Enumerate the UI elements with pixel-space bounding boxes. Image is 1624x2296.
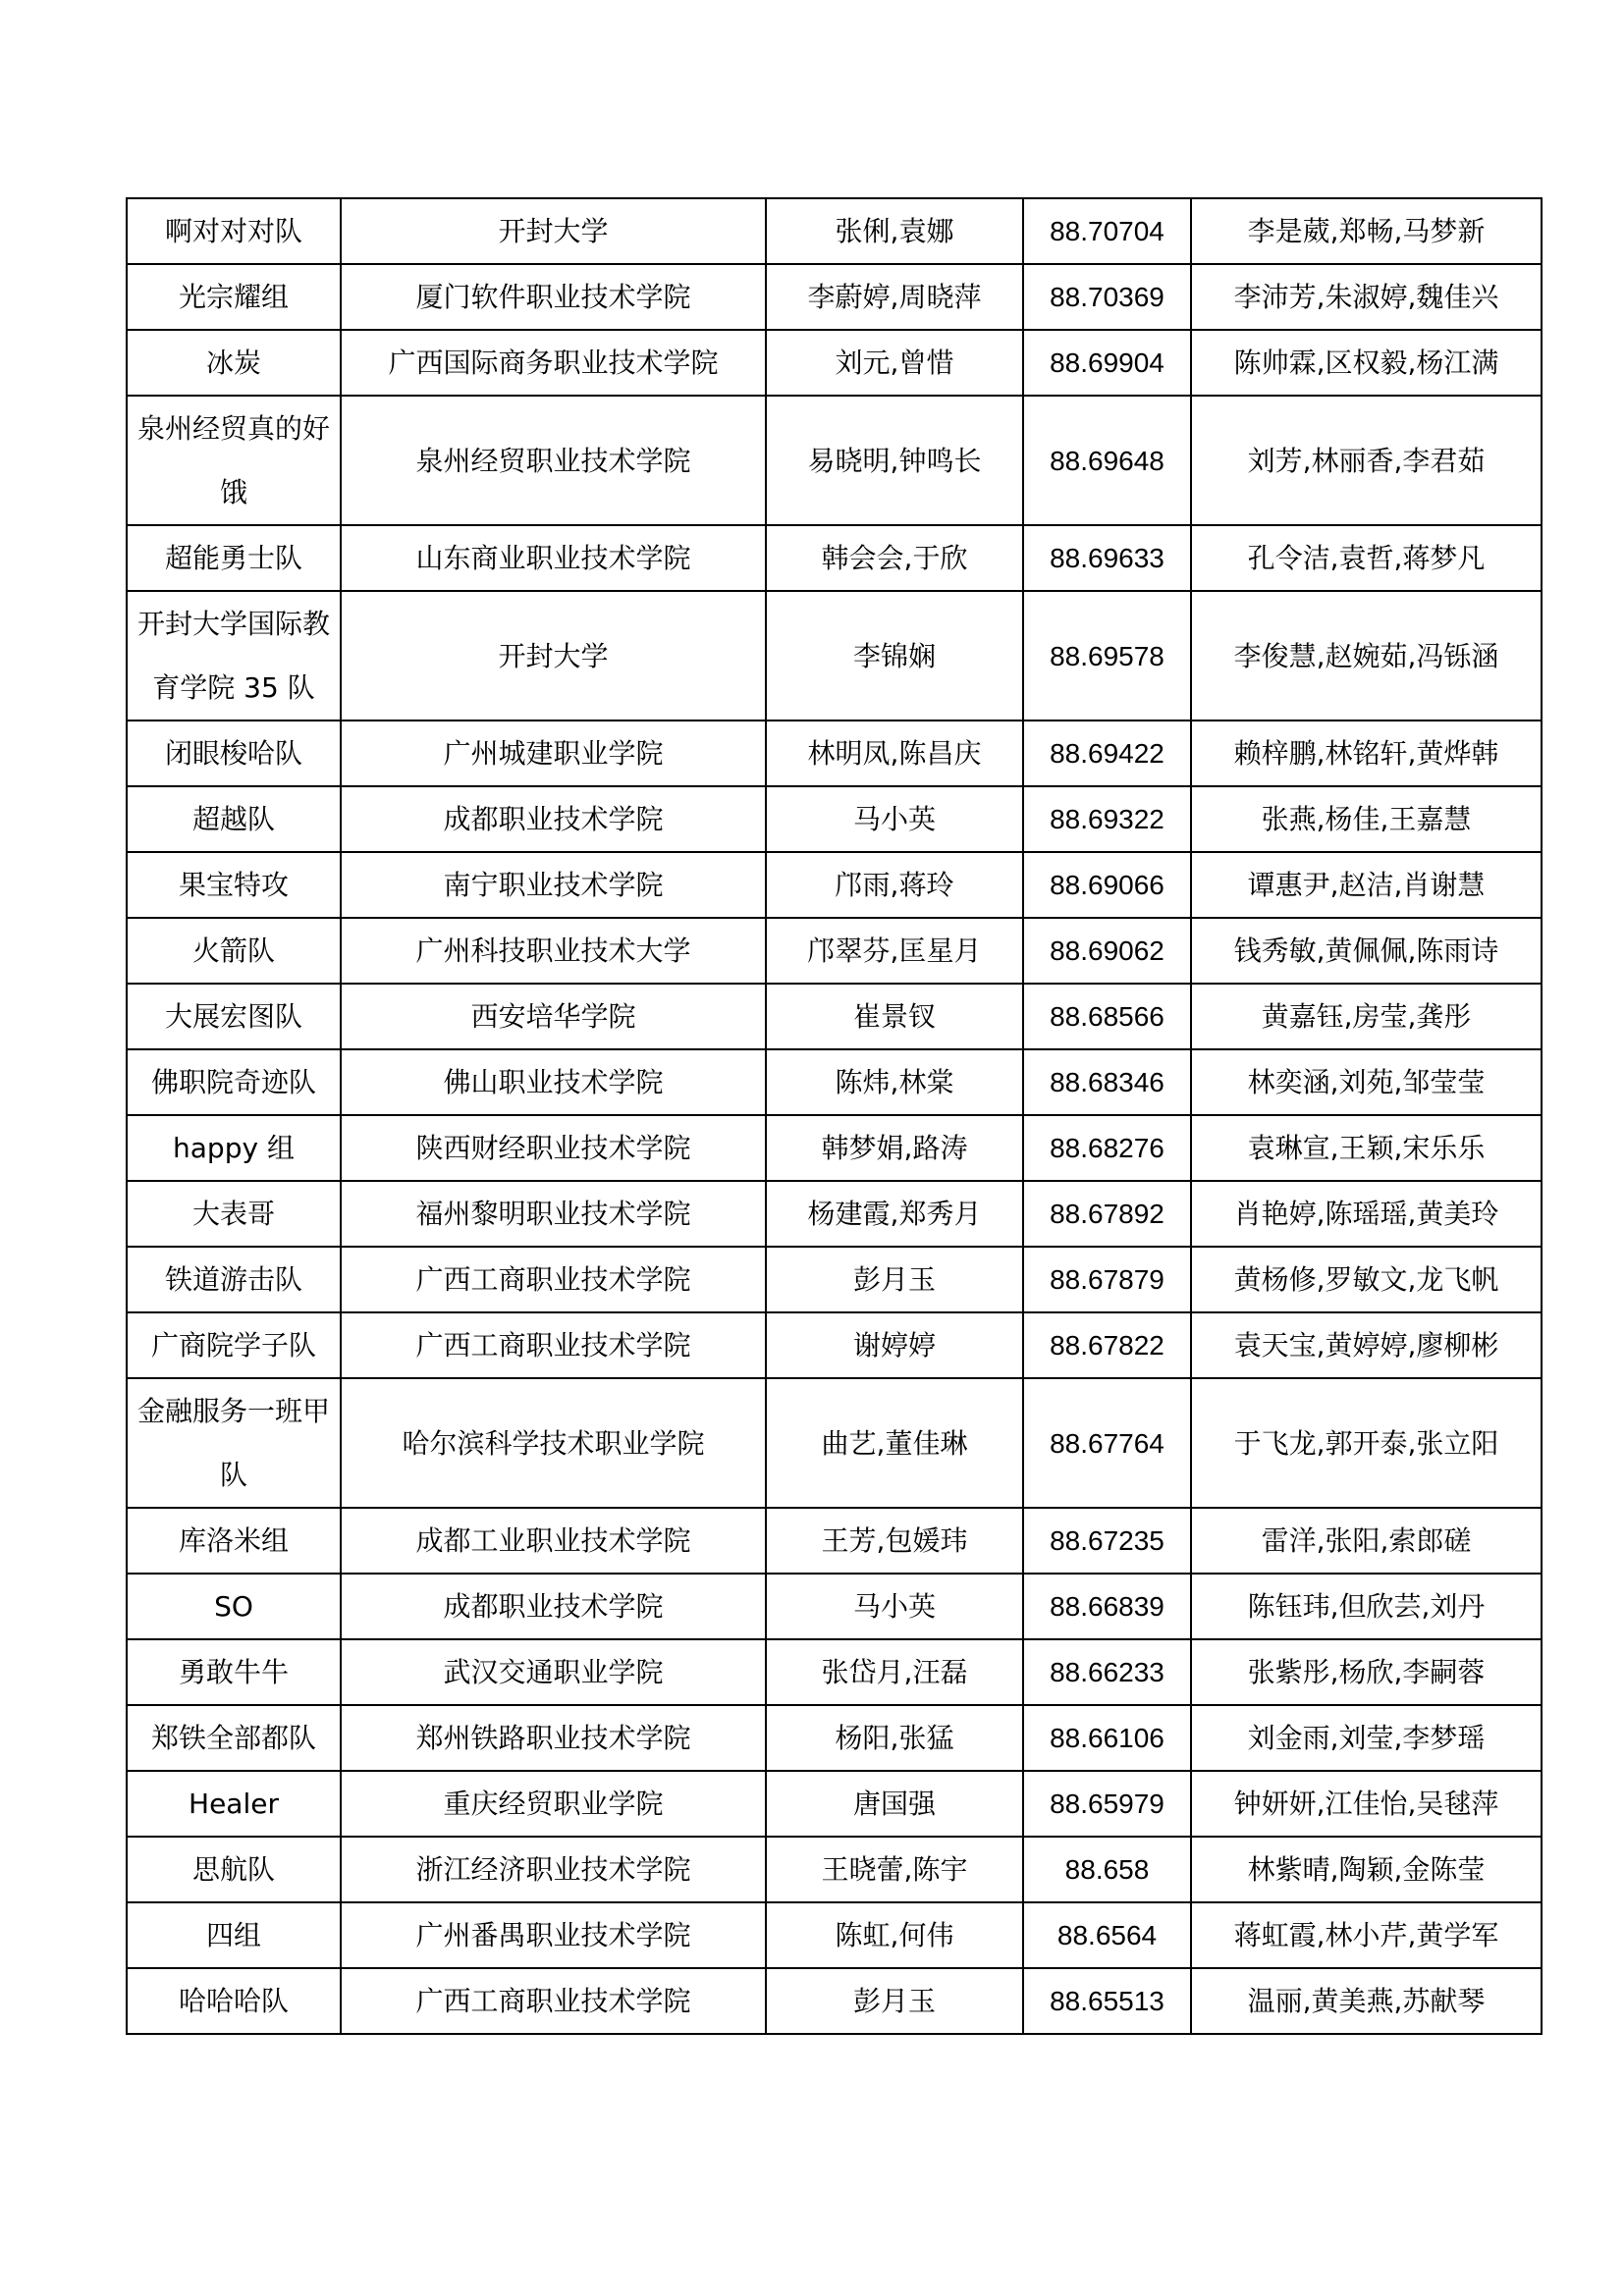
team-cell: 超越队 xyxy=(127,786,341,852)
team-cell: 闭眼梭哈队 xyxy=(127,721,341,786)
score-cell: 88.67764 xyxy=(1023,1378,1191,1508)
members-cell: 刘芳,林丽香,李君茹 xyxy=(1191,396,1542,525)
score-cell: 88.68346 xyxy=(1023,1049,1191,1115)
score-cell: 88.67822 xyxy=(1023,1312,1191,1378)
score-cell: 88.68566 xyxy=(1023,984,1191,1049)
table-row xyxy=(127,1574,1542,1639)
team-cell: 郑铁全部都队 xyxy=(127,1705,341,1771)
advisor-cell: 邝雨,蒋玲 xyxy=(766,852,1023,918)
advisor-cell: 彭月玉 xyxy=(766,1247,1023,1312)
school-cell: 成都职业技术学院 xyxy=(341,786,766,852)
members-cell: 钱秀敏,黄佩佩,陈雨诗 xyxy=(1191,918,1542,984)
school-cell: 开封大学 xyxy=(341,198,766,264)
score-cell: 88.6564 xyxy=(1023,1902,1191,1968)
school-cell: 南宁职业技术学院 xyxy=(341,852,766,918)
school-cell: 成都职业技术学院 xyxy=(341,1574,766,1639)
score-cell: 88.69066 xyxy=(1023,852,1191,918)
school-cell: 广西工商职业技术学院 xyxy=(341,1968,766,2034)
advisor-cell: 谢婷婷 xyxy=(766,1312,1023,1378)
results-table-body xyxy=(127,198,1542,2034)
advisor-cell: 曲艺,董佳琳 xyxy=(766,1378,1023,1508)
advisor-cell: 陈炜,林棠 xyxy=(766,1049,1023,1115)
score-cell: 88.69062 xyxy=(1023,918,1191,984)
table-row xyxy=(127,1378,1542,1508)
score-cell: 88.69904 xyxy=(1023,330,1191,396)
members-cell: 刘金雨,刘莹,李梦瑶 xyxy=(1191,1705,1542,1771)
members-cell: 黄嘉钰,房莹,龚彤 xyxy=(1191,984,1542,1049)
score-cell: 88.67892 xyxy=(1023,1181,1191,1247)
score-cell: 88.70704 xyxy=(1023,198,1191,264)
school-cell: 福州黎明职业技术学院 xyxy=(341,1181,766,1247)
members-cell: 陈帅霖,区权毅,杨江满 xyxy=(1191,330,1542,396)
advisor-cell: 唐国强 xyxy=(766,1771,1023,1837)
table-row xyxy=(127,1705,1542,1771)
school-cell: 佛山职业技术学院 xyxy=(341,1049,766,1115)
members-cell: 李俊慧,赵婉茹,冯铄涵 xyxy=(1191,591,1542,721)
members-cell: 谭惠尹,赵洁,肖谢慧 xyxy=(1191,852,1542,918)
team-cell: 勇敢牛牛 xyxy=(127,1639,341,1705)
school-cell: 广西工商职业技术学院 xyxy=(341,1312,766,1378)
advisor-cell: 马小英 xyxy=(766,1574,1023,1639)
table-row xyxy=(127,721,1542,786)
school-cell: 广西国际商务职业技术学院 xyxy=(341,330,766,396)
advisor-cell: 林明凤,陈昌庆 xyxy=(766,721,1023,786)
table-row xyxy=(127,1639,1542,1705)
team-cell: 光宗耀组 xyxy=(127,264,341,330)
members-cell: 于飞龙,郭开泰,张立阳 xyxy=(1191,1378,1542,1508)
table-row xyxy=(127,1902,1542,1968)
school-cell: 厦门软件职业技术学院 xyxy=(341,264,766,330)
members-cell: 张燕,杨佳,王嘉慧 xyxy=(1191,786,1542,852)
score-cell: 88.69648 xyxy=(1023,396,1191,525)
members-cell: 肖艳婷,陈瑶瑶,黄美玲 xyxy=(1191,1181,1542,1247)
table-row xyxy=(127,198,1542,264)
score-cell: 88.69578 xyxy=(1023,591,1191,721)
advisor-cell: 邝翠芬,匡星月 xyxy=(766,918,1023,984)
table-row xyxy=(127,918,1542,984)
members-cell: 黄杨修,罗敏文,龙飞帆 xyxy=(1191,1247,1542,1312)
school-cell: 陕西财经职业技术学院 xyxy=(341,1115,766,1181)
score-cell: 88.66233 xyxy=(1023,1639,1191,1705)
team-cell: 开封大学国际教育学院 35 队 xyxy=(127,591,341,721)
members-cell: 蒋虹霞,林小芹,黄学军 xyxy=(1191,1902,1542,1968)
advisor-cell: 王芳,包媛玮 xyxy=(766,1508,1023,1574)
team-cell: 火箭队 xyxy=(127,918,341,984)
table-row xyxy=(127,1837,1542,1902)
advisor-cell: 彭月玉 xyxy=(766,1968,1023,2034)
team-cell: 超能勇士队 xyxy=(127,525,341,591)
team-cell: 大展宏图队 xyxy=(127,984,341,1049)
members-cell: 袁天宝,黄婷婷,廖柳彬 xyxy=(1191,1312,1542,1378)
school-cell: 广州番禺职业技术学院 xyxy=(341,1902,766,1968)
advisor-cell: 崔景钗 xyxy=(766,984,1023,1049)
team-cell: 佛职院奇迹队 xyxy=(127,1049,341,1115)
members-cell: 李是葳,郑畅,马梦新 xyxy=(1191,198,1542,264)
table-row xyxy=(127,1115,1542,1181)
advisor-cell: 易晓明,钟鸣长 xyxy=(766,396,1023,525)
advisor-cell: 王晓蕾,陈宇 xyxy=(766,1837,1023,1902)
team-cell: 金融服务一班甲队 xyxy=(127,1378,341,1508)
members-cell: 张紫彤,杨欣,李嗣蓉 xyxy=(1191,1639,1542,1705)
score-cell: 88.69633 xyxy=(1023,525,1191,591)
score-cell: 88.65979 xyxy=(1023,1771,1191,1837)
school-cell: 武汉交通职业学院 xyxy=(341,1639,766,1705)
members-cell: 钟妍妍,江佳怡,吴毬萍 xyxy=(1191,1771,1542,1837)
team-cell: SO xyxy=(127,1574,341,1639)
members-cell: 林紫晴,陶颖,金陈莹 xyxy=(1191,1837,1542,1902)
school-cell: 泉州经贸职业技术学院 xyxy=(341,396,766,525)
school-cell: 广州城建职业学院 xyxy=(341,721,766,786)
school-cell: 郑州铁路职业技术学院 xyxy=(341,1705,766,1771)
team-cell: 铁道游击队 xyxy=(127,1247,341,1312)
advisor-cell: 陈虹,何伟 xyxy=(766,1902,1023,1968)
advisor-cell: 李锦娴 xyxy=(766,591,1023,721)
members-cell: 温丽,黄美燕,苏献琴 xyxy=(1191,1968,1542,2034)
score-cell: 88.66106 xyxy=(1023,1705,1191,1771)
table-row xyxy=(127,396,1542,525)
team-cell: 冰炭 xyxy=(127,330,341,396)
team-cell: 四组 xyxy=(127,1902,341,1968)
table-row xyxy=(127,1968,1542,2034)
table-row xyxy=(127,1508,1542,1574)
table-row xyxy=(127,786,1542,852)
school-cell: 成都工业职业技术学院 xyxy=(341,1508,766,1574)
advisor-cell: 张岱月,汪磊 xyxy=(766,1639,1023,1705)
score-cell: 88.67879 xyxy=(1023,1247,1191,1312)
advisor-cell: 韩梦娟,路涛 xyxy=(766,1115,1023,1181)
table-row xyxy=(127,525,1542,591)
results-table xyxy=(126,197,1543,2035)
school-cell: 开封大学 xyxy=(341,591,766,721)
team-cell: 思航队 xyxy=(127,1837,341,1902)
school-cell: 哈尔滨科学技术职业学院 xyxy=(341,1378,766,1508)
school-cell: 浙江经济职业技术学院 xyxy=(341,1837,766,1902)
advisor-cell: 杨阳,张猛 xyxy=(766,1705,1023,1771)
team-cell: Healer xyxy=(127,1771,341,1837)
table-row xyxy=(127,1049,1542,1115)
advisor-cell: 杨建霞,郑秀月 xyxy=(766,1181,1023,1247)
members-cell: 赖梓鹏,林铭轩,黄烨韩 xyxy=(1191,721,1542,786)
score-cell: 88.66839 xyxy=(1023,1574,1191,1639)
advisor-cell: 张俐,袁娜 xyxy=(766,198,1023,264)
school-cell: 广西工商职业技术学院 xyxy=(341,1247,766,1312)
score-cell: 88.68276 xyxy=(1023,1115,1191,1181)
team-cell: 果宝特攻 xyxy=(127,852,341,918)
table-row xyxy=(127,591,1542,721)
table-row xyxy=(127,984,1542,1049)
team-cell: happy 组 xyxy=(127,1115,341,1181)
advisor-cell: 韩会会,于欣 xyxy=(766,525,1023,591)
team-cell: 广商院学子队 xyxy=(127,1312,341,1378)
score-cell: 88.69422 xyxy=(1023,721,1191,786)
school-cell: 山东商业职业技术学院 xyxy=(341,525,766,591)
table-row xyxy=(127,1247,1542,1312)
advisor-cell: 马小英 xyxy=(766,786,1023,852)
team-cell: 泉州经贸真的好饿 xyxy=(127,396,341,525)
table-row xyxy=(127,1312,1542,1378)
score-cell: 88.65513 xyxy=(1023,1968,1191,2034)
school-cell: 西安培华学院 xyxy=(341,984,766,1049)
members-cell: 陈钰玮,但欣芸,刘丹 xyxy=(1191,1574,1542,1639)
table-row xyxy=(127,1771,1542,1837)
advisor-cell: 李蔚婷,周晓萍 xyxy=(766,264,1023,330)
table-row xyxy=(127,264,1542,330)
school-cell: 广州科技职业技术大学 xyxy=(341,918,766,984)
members-cell: 袁琳宣,王颖,宋乐乐 xyxy=(1191,1115,1542,1181)
team-cell: 大表哥 xyxy=(127,1181,341,1247)
members-cell: 李沛芳,朱淑婷,魏佳兴 xyxy=(1191,264,1542,330)
team-cell: 哈哈哈队 xyxy=(127,1968,341,2034)
score-cell: 88.70369 xyxy=(1023,264,1191,330)
members-cell: 雷洋,张阳,索郎磋 xyxy=(1191,1508,1542,1574)
score-cell: 88.658 xyxy=(1023,1837,1191,1902)
team-cell: 库洛米组 xyxy=(127,1508,341,1574)
team-cell: 啊对对对队 xyxy=(127,198,341,264)
table-row xyxy=(127,330,1542,396)
score-cell: 88.69322 xyxy=(1023,786,1191,852)
members-cell: 孔令洁,袁哲,蒋梦凡 xyxy=(1191,525,1542,591)
score-cell: 88.67235 xyxy=(1023,1508,1191,1574)
table-row xyxy=(127,852,1542,918)
school-cell: 重庆经贸职业学院 xyxy=(341,1771,766,1837)
table-row xyxy=(127,1181,1542,1247)
members-cell: 林奕涵,刘苑,邹莹莹 xyxy=(1191,1049,1542,1115)
advisor-cell: 刘元,曾惜 xyxy=(766,330,1023,396)
